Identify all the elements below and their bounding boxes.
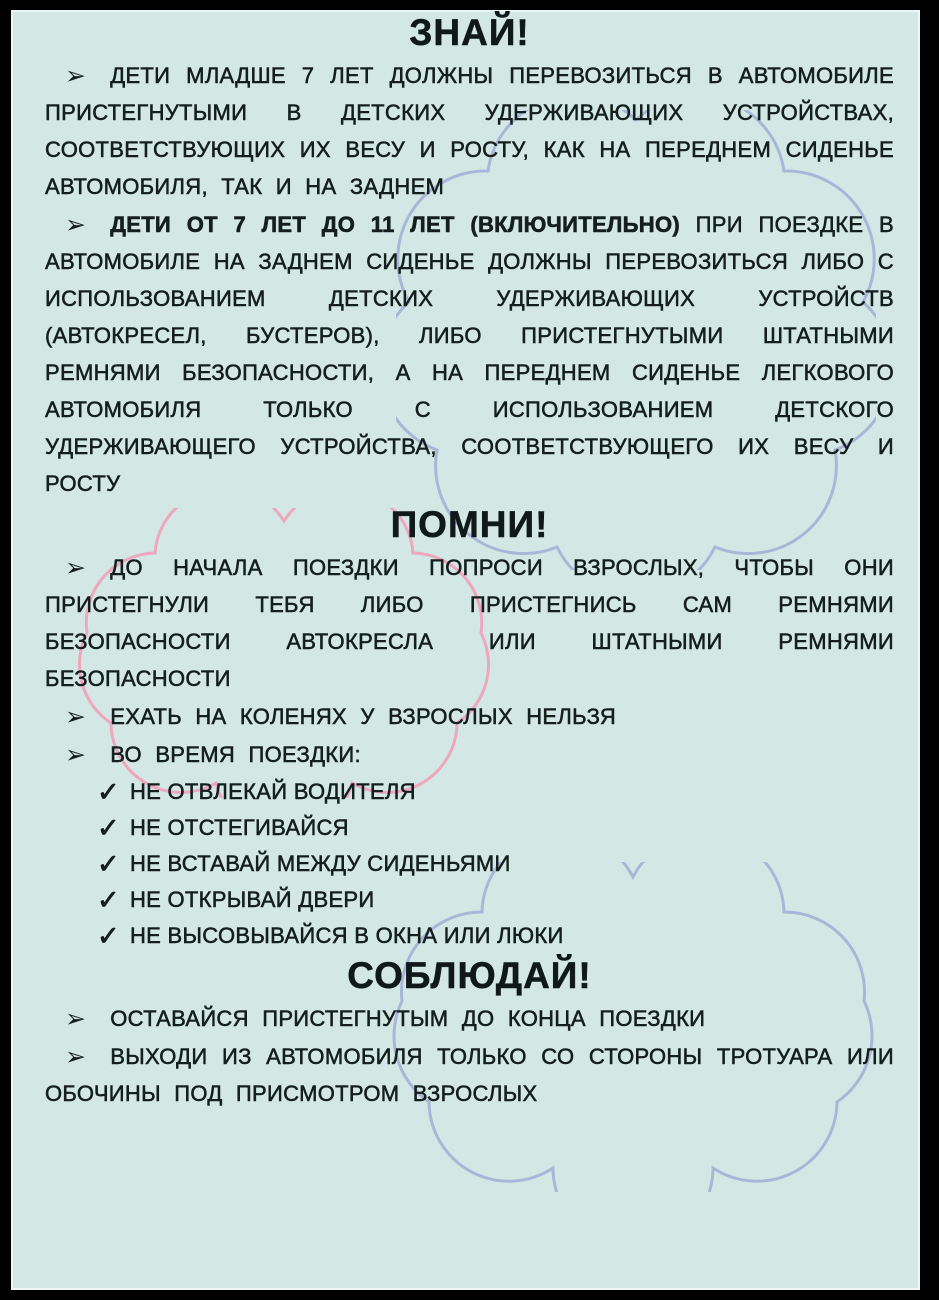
know-rule-7-to-11-lead: ДЕТИ ОТ 7 ЛЕТ ДО 11 ЛЕТ (ВКЛЮЧИТЕЛЬНО) [110, 212, 680, 237]
rule-text: НЕ ВСТАВАЙ МЕЖДУ СИДЕНЬЯМИ [129, 851, 511, 876]
comply-rule-stay-buckled-text: ОСТАВАЙСЯ ПРИСТЕГНУТЫМ ДО КОНЦА ПОЕЗДКИ [110, 1006, 706, 1031]
comply-rule-stay-buckled [45, 999, 894, 1037]
poster-panel [11, 10, 920, 1290]
section-title-comply: СОБЛЮДАЙ! [347, 955, 592, 996]
during-trip-rules-list [97, 773, 894, 953]
section-title-remember: ПОМНИ! [390, 504, 549, 545]
rule-text: НЕ ОТКРЫВАЙ ДВЕРИ [129, 887, 375, 912]
know-rule-7-to-11-text: ПРИ ПОЕЗДКЕ В АВТОМОБИЛЕ НА ЗАДНЕМ СИДЕНЬЕ ДОЛЖНЫ ПЕРЕВОЗИТЬСЯ ЛИБО С ИСПОЛЬЗОВАНИЕМ ДЕТСКИХ УДЕРЖИВАЮЩИХ УСТРОЙСТВ (АВТОКРЕСЕЛ, БУСТЕРОВ), ЛИБО ПРИСТЕГНУТЫМИ ШТАТНЫМИ РЕМНЯМИ БЕЗОПАСНОСТИ, А НА ПЕРЕДНЕМ СИДЕНЬЕ ЛЕГКОВОГО АВТОМОБИЛЯ ТОЛЬКО С ИСПОЛЬЗОВАНИЕМ ДЕТСКОГО УДЕРЖИВАЮЩЕГО УСТРОЙСТВА, СООТВЕТСТВУЮЩЕГО ИХ ВЕСУ И РОСТУ [45, 212, 894, 496]
arrow-bullet-icon: ➢ [65, 1042, 87, 1071]
rule-text: НЕ ВЫСОВЫВАЙСЯ В ОКНА ИЛИ ЛЮКИ [129, 923, 564, 948]
check-icon: ✓ [97, 885, 120, 916]
comply-rule-exit-sidewalk [45, 1037, 894, 1112]
arrow-bullet-icon: ➢ [65, 553, 87, 582]
list-item [97, 809, 894, 845]
check-icon: ✓ [97, 921, 120, 952]
remember-during-trip-heading [45, 735, 894, 773]
arrow-bullet-icon: ➢ [65, 210, 87, 239]
check-icon: ✓ [97, 813, 120, 844]
rule-text: НЕ ОТСТЕГИВАЙСЯ [129, 815, 349, 840]
rule-text: НЕ ОТВЛЕКАЙ ВОДИТЕЛЯ [129, 779, 416, 804]
list-item [97, 773, 894, 809]
arrow-bullet-icon: ➢ [65, 740, 87, 769]
remember-rule-no-laps-text: ЕХАТЬ НА КОЛЕНЯХ У ВЗРОСЛЫХ НЕЛЬЗЯ [110, 704, 617, 729]
poster-content [11, 10, 920, 1112]
check-icon: ✓ [97, 849, 120, 880]
check-icon: ✓ [97, 777, 120, 808]
remember-rule-buckle-up [45, 548, 894, 697]
section-title-know: ЗНАЙ! [409, 12, 530, 53]
remember-during-trip-text: ВО ВРЕМЯ ПОЕЗДКИ: [110, 742, 361, 767]
list-item [97, 917, 894, 953]
list-item [97, 845, 894, 881]
list-item [97, 881, 894, 917]
remember-rule-no-laps [45, 697, 894, 735]
arrow-bullet-icon: ➢ [65, 1004, 87, 1033]
know-rule-under-7-text: ДЕТИ МЛАДШЕ 7 ЛЕТ ДОЛЖНЫ ПЕРЕВОЗИТЬСЯ В АВТОМОБИЛЕ ПРИСТЕГНУТЫМИ В ДЕТСКИХ УДЕРЖИВАЮЩИХ УСТРОЙСТВАХ, СООТВЕТСТВУЮЩИХ ИХ ВЕСУ И РОСТУ, КАК НА ПЕРЕДНЕМ СИДЕНЬЕ АВТОМОБИЛЯ, ТАК И НА ЗАДНЕМ [45, 63, 894, 199]
know-rule-under-7 [45, 56, 894, 205]
arrow-bullet-icon: ➢ [65, 61, 87, 90]
arrow-bullet-icon: ➢ [65, 702, 87, 731]
know-rule-7-to-11 [45, 205, 894, 502]
comply-rule-exit-sidewalk-text: ВЫХОДИ ИЗ АВТОМОБИЛЯ ТОЛЬКО СО СТОРОНЫ ТРОТУАРА ИЛИ ОБОЧИНЫ ПОД ПРИСМОТРОМ ВЗРОСЛЫХ [45, 1044, 894, 1106]
remember-rule-buckle-up-text: ДО НАЧАЛА ПОЕЗДКИ ПОПРОСИ ВЗРОСЛЫХ, ЧТОБЫ ОНИ ПРИСТЕГНУЛИ ТЕБЯ ЛИБО ПРИСТЕГНИСЬ САМ РЕМНЯМИ БЕЗОПАСНОСТИ АВТОКРЕСЛА ИЛИ ШТАТНЫМИ РЕМНЯМИ БЕЗОПАСНОСТИ [45, 555, 894, 691]
